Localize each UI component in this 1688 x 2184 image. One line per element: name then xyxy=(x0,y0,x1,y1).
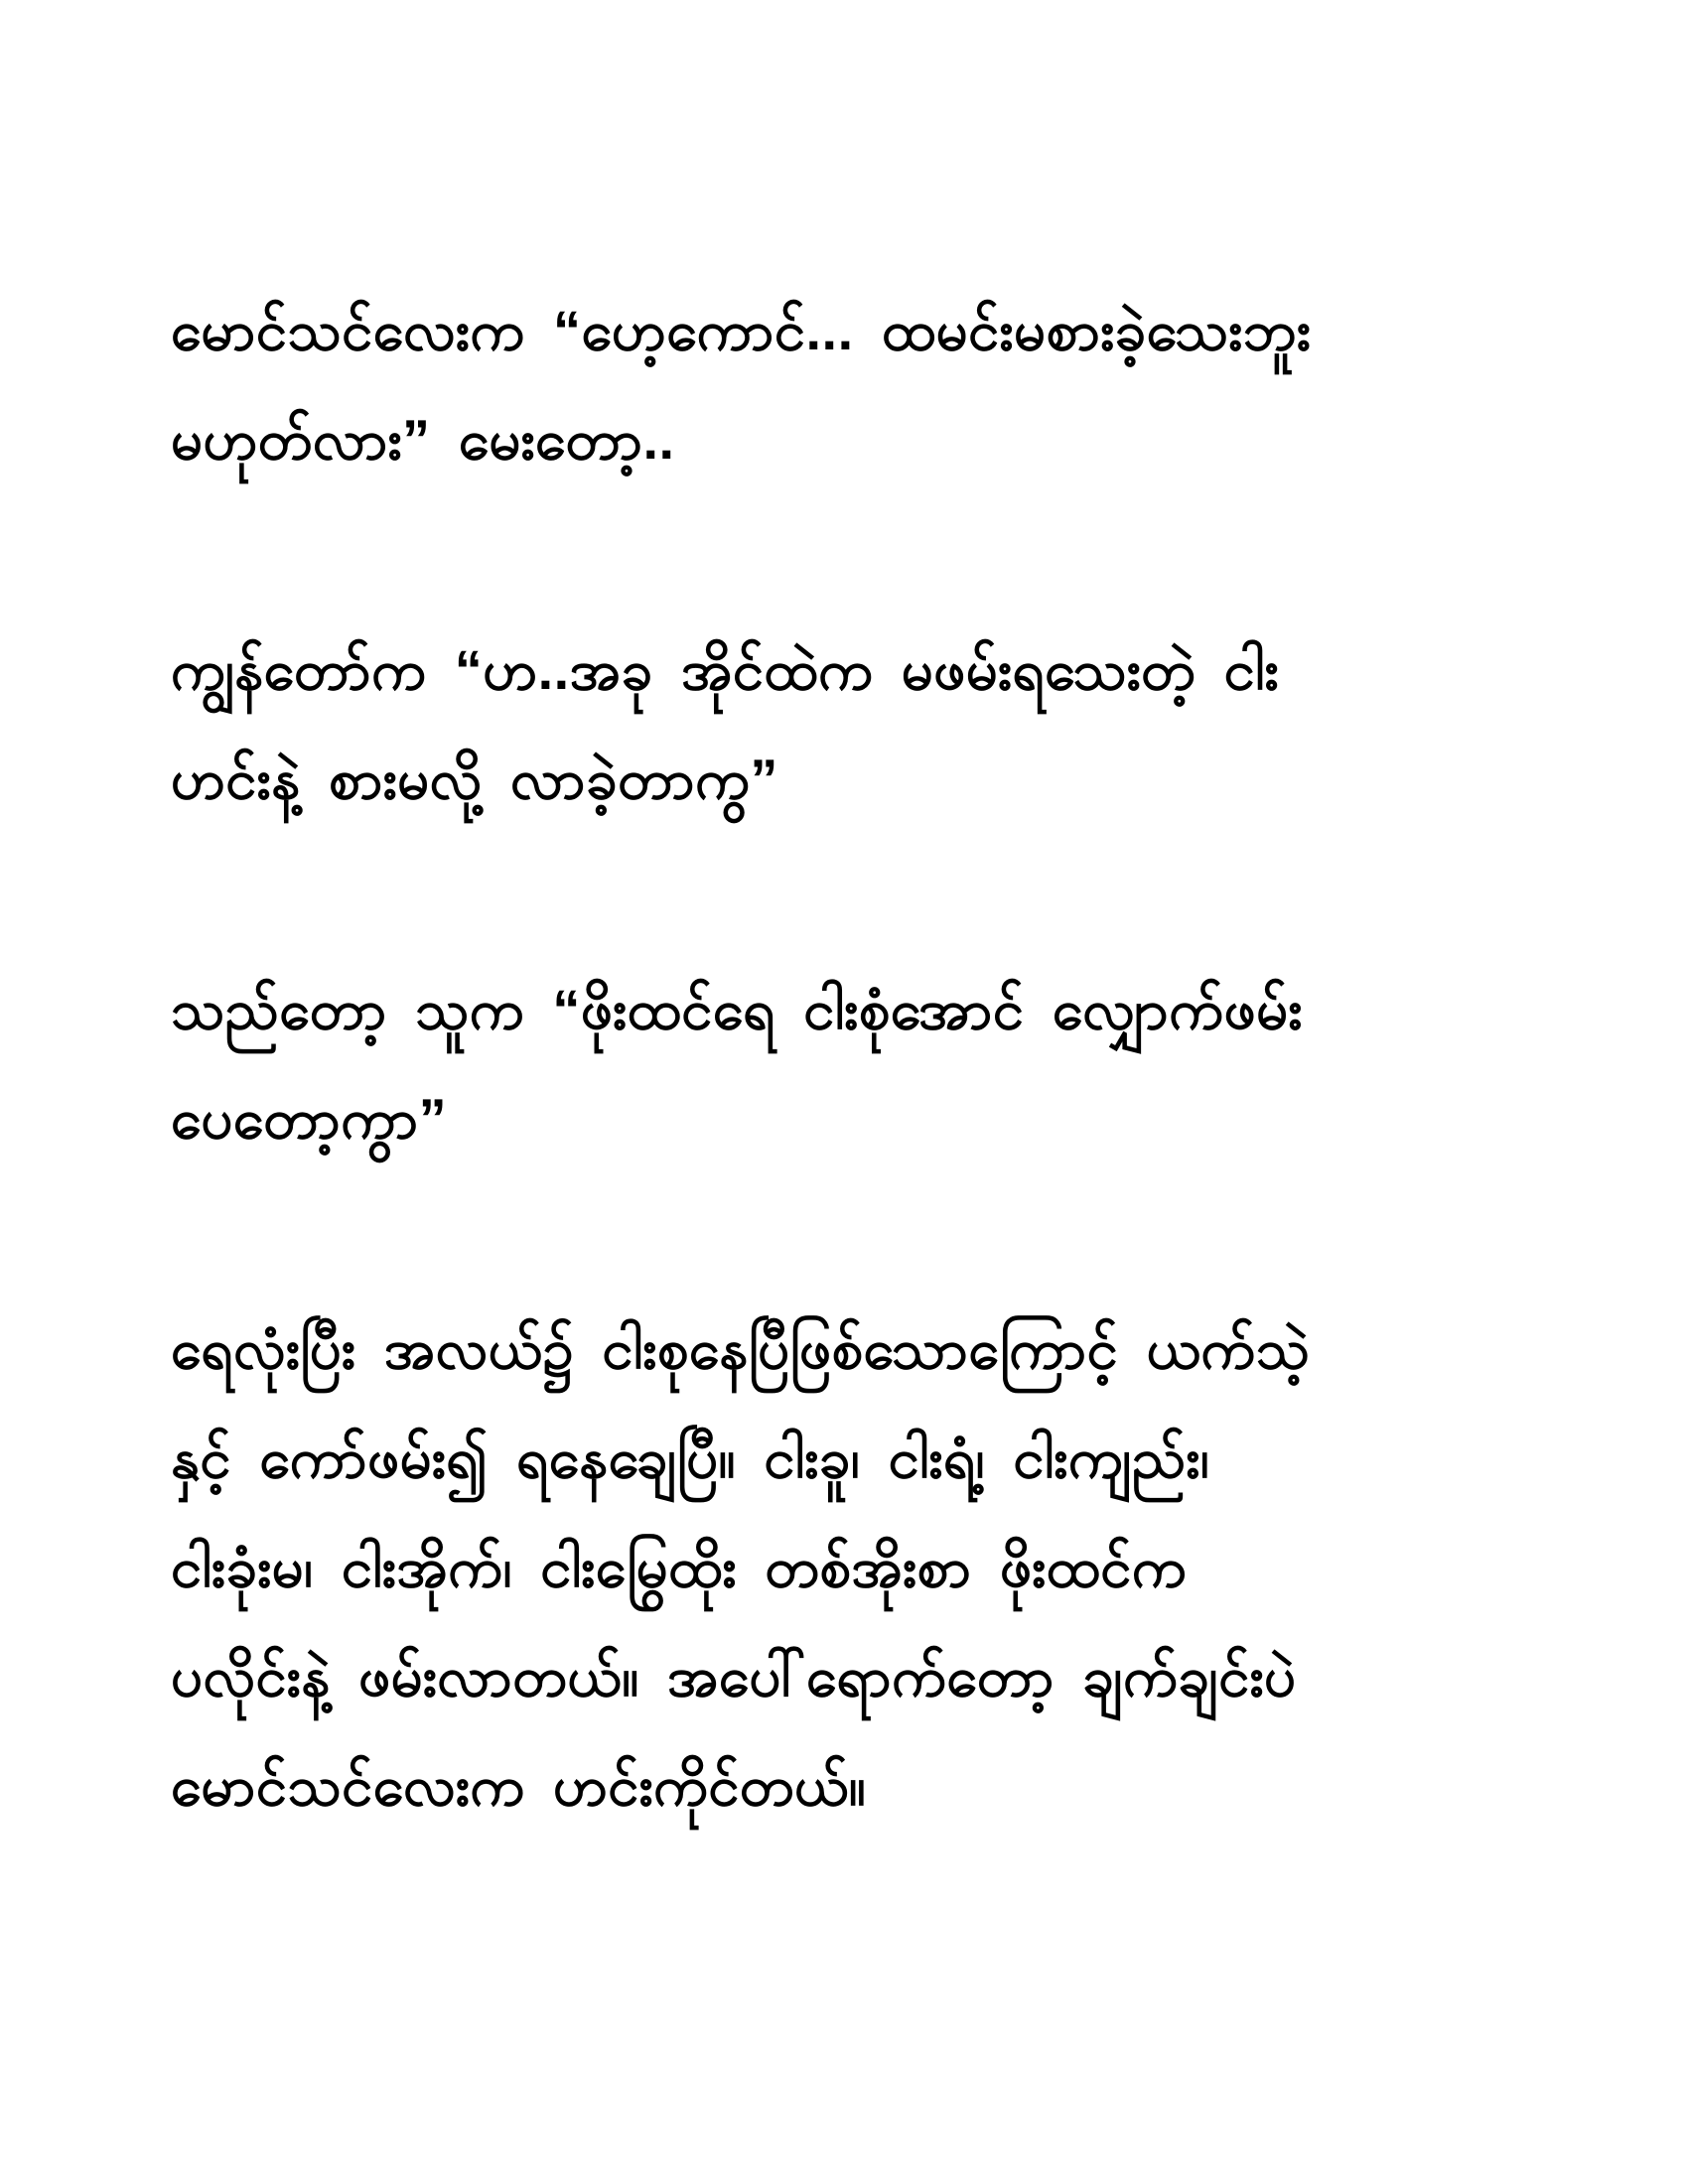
text-block xyxy=(171,276,1524,1841)
text-line: နှင့် ကော်ဖမ်း၍ ရနေချေပြီ။ ငါးခူ၊ ငါးရံ့၊ ငါးကျည်း၊ xyxy=(171,1427,1210,1489)
text-line: မောင်သင်လေးက “ဟေ့ကောင်... ထမင်းမစားခဲ့သေးဘူး xyxy=(171,299,1312,361)
text-line: သည်တော့ သူက “ဖိုးထင်ရေ ငါးစုံအောင် လျှောက်ဖမ်း xyxy=(171,978,1303,1040)
text-line: မဟုတ်လား” မေးတော့.. xyxy=(171,408,675,471)
paragraph-2 xyxy=(171,615,1524,834)
paragraph-3 xyxy=(171,955,1524,1173)
paragraph-1 xyxy=(171,276,1524,494)
text-line: ပလိုင်းနဲ့ ဖမ်းလာတယ်။ အပေါ်ရောက်တော့ ချက်ချင်းပဲ xyxy=(171,1645,1297,1707)
text-line: ဟင်းနဲ့ စားမလို့ လာခဲ့တာကွ” xyxy=(171,748,778,810)
text-line: မောင်သင်လေးက ဟင်းကိုင်တယ်။ xyxy=(171,1754,867,1817)
text-line: ကျွန်တော်က “ဟ..အခု အိုင်ထဲက မဖမ်းရသေးတဲ့ ငါး xyxy=(171,638,1280,701)
text-line: ရေလုံးပြီး အလယ်၌ ငါးစုနေပြီဖြစ်သောကြောင့် ယက်သဲ့ xyxy=(171,1317,1311,1380)
paragraph-4 xyxy=(171,1295,1524,1841)
text-line: ပေတော့ကွာ” xyxy=(171,1087,448,1150)
text-line: ငါးခုံးမ၊ ငါးအိုက်၊ ငါးမြွေထိုး တစ်အိုးစာ ဖိုးထင်က xyxy=(171,1536,1188,1598)
